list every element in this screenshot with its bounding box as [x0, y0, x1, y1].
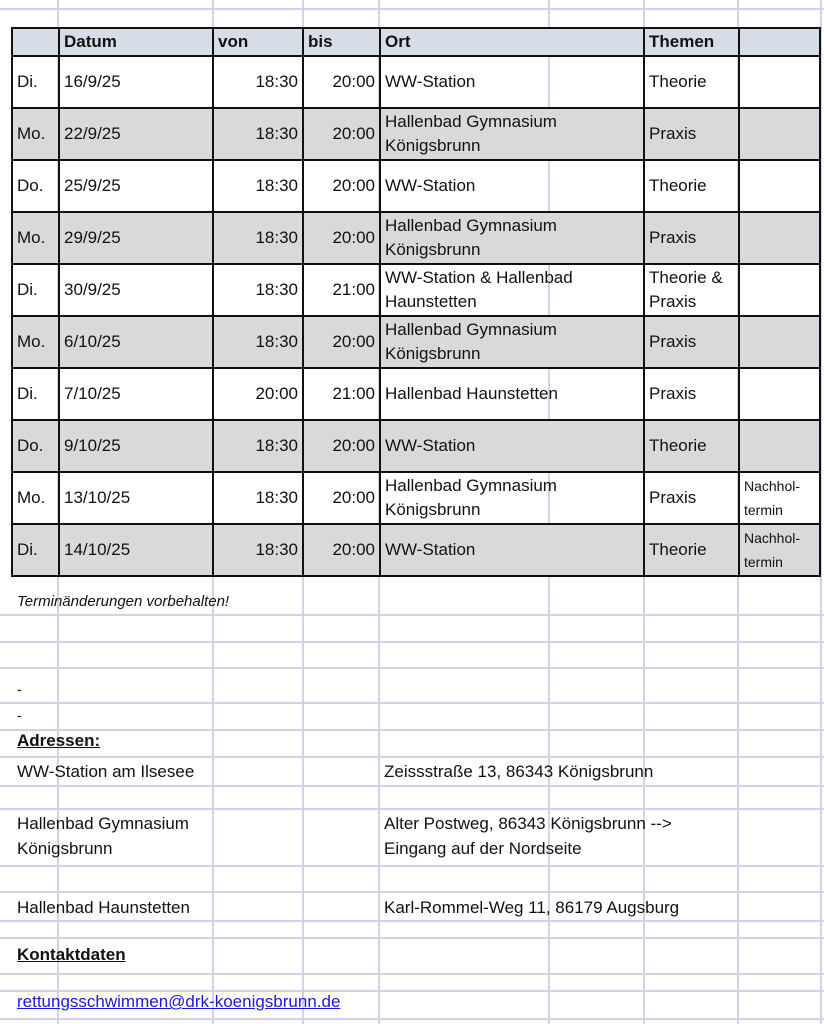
contact-heading: Kontaktdaten	[17, 945, 126, 964]
cell-day: Mo.	[12, 212, 59, 264]
cell-note	[739, 420, 820, 472]
cell-from: 18:30	[213, 264, 303, 316]
cell-from: 18:30	[213, 420, 303, 472]
cell-to: 20:00	[303, 108, 380, 160]
cell-note	[739, 212, 820, 264]
dash-marker: -	[17, 707, 22, 723]
schedule-table	[11, 27, 821, 577]
cell-from: 18:30	[213, 108, 303, 160]
address-name: WW-Station am Ilsesee	[17, 762, 195, 781]
address-value: Karl-Rommel-Weg 11, 86179 Augsburg	[384, 898, 680, 917]
header-date: Datum	[59, 28, 213, 56]
table-row	[12, 264, 820, 316]
table-header-row	[12, 28, 820, 56]
cell-day: Di.	[12, 56, 59, 108]
cell-from: 18:30	[213, 56, 303, 108]
cell-place: WW-Station	[380, 524, 644, 576]
cell-date: 7/10/25	[59, 368, 213, 420]
cell-day: Di.	[12, 524, 59, 576]
cell-note	[739, 108, 820, 160]
table-row	[12, 368, 820, 420]
address-value: Zeissstraße 13, 86343 Königsbrunn	[384, 762, 654, 781]
cell-date: 16/9/25	[59, 56, 213, 108]
cell-to: 20:00	[303, 316, 380, 368]
cell-from: 18:30	[213, 160, 303, 212]
table-row	[12, 472, 820, 524]
cell-to: 20:00	[303, 212, 380, 264]
header-from: von	[213, 28, 303, 56]
cell-date: 29/9/25	[59, 212, 213, 264]
cell-day: Di.	[12, 264, 59, 316]
header-place: Ort	[380, 28, 644, 56]
cell-from: 18:30	[213, 212, 303, 264]
cell-date: 14/10/25	[59, 524, 213, 576]
cell-topic: Theorie & Praxis	[644, 264, 739, 316]
cell-to: 21:00	[303, 264, 380, 316]
cell-place: WW-Station	[380, 56, 644, 108]
cell-topic: Theorie	[644, 56, 739, 108]
cell-note: Nachhol-termin	[739, 524, 820, 576]
cell-place: Hallenbad Gymnasium Königsbrunn	[380, 316, 644, 368]
header-day	[12, 28, 59, 56]
cell-note	[739, 264, 820, 316]
cell-date: 30/9/25	[59, 264, 213, 316]
cell-day: Do.	[12, 160, 59, 212]
cell-place: WW-Station & Hallenbad Haunstetten	[380, 264, 644, 316]
cell-day: Mo.	[12, 316, 59, 368]
cell-date: 9/10/25	[59, 420, 213, 472]
cell-date: 25/9/25	[59, 160, 213, 212]
cell-to: 20:00	[303, 160, 380, 212]
cell-to: 21:00	[303, 368, 380, 420]
cell-day: Mo.	[12, 472, 59, 524]
cell-to: 20:00	[303, 56, 380, 108]
cell-date: 22/9/25	[59, 108, 213, 160]
contact-email-link[interactable]: rettungsschwimmen@drk-koenigsbrunn.de	[17, 992, 341, 1011]
cell-from: 18:30	[213, 316, 303, 368]
cell-topic: Praxis	[644, 316, 739, 368]
addresses-heading: Adressen:	[17, 731, 101, 750]
cell-day: Mo.	[12, 108, 59, 160]
address-value: Alter Postweg, 86343 Königsbrunn --> Eingang auf der Nordseite	[384, 814, 672, 858]
cell-topic: Praxis	[644, 368, 739, 420]
cell-note	[739, 56, 820, 108]
table-row	[12, 108, 820, 160]
cell-topic: Theorie	[644, 160, 739, 212]
cell-to: 20:00	[303, 524, 380, 576]
cell-to: 20:00	[303, 472, 380, 524]
cell-from: 18:30	[213, 524, 303, 576]
cell-date: 13/10/25	[59, 472, 213, 524]
table-row	[12, 56, 820, 108]
cell-to: 20:00	[303, 420, 380, 472]
header-note	[739, 28, 820, 56]
cell-from: 18:30	[213, 472, 303, 524]
cell-place: Hallenbad Gymnasium Königsbrunn	[380, 212, 644, 264]
cell-topic: Theorie	[644, 420, 739, 472]
address-name: Hallenbad Haunstetten	[17, 898, 190, 917]
cell-topic: Praxis	[644, 472, 739, 524]
cell-topic: Theorie	[644, 524, 739, 576]
cell-place: Hallenbad Gymnasium Königsbrunn	[380, 472, 644, 524]
cell-place: WW-Station	[380, 420, 644, 472]
disclaimer-text: Terminänderungen vorbehalten!	[17, 593, 230, 610]
header-to: bis	[303, 28, 380, 56]
dash-marker: -	[17, 681, 22, 697]
table-row	[12, 160, 820, 212]
table-row	[12, 212, 820, 264]
cell-note	[739, 368, 820, 420]
header-topic: Themen	[644, 28, 739, 56]
cell-day: Di.	[12, 368, 59, 420]
cell-date: 6/10/25	[59, 316, 213, 368]
table-row	[12, 420, 820, 472]
cell-place: Hallenbad Gymnasium Königsbrunn	[380, 108, 644, 160]
address-name: Hallenbad Gymnasium Königsbrunn	[17, 814, 189, 858]
cell-note	[739, 160, 820, 212]
cell-topic: Praxis	[644, 212, 739, 264]
table-row	[12, 316, 820, 368]
cell-topic: Praxis	[644, 108, 739, 160]
cell-note: Nachhol-termin	[739, 472, 820, 524]
cell-day: Do.	[12, 420, 59, 472]
table-row	[12, 524, 820, 576]
cell-from: 20:00	[213, 368, 303, 420]
cell-note	[739, 316, 820, 368]
cell-place: WW-Station	[380, 160, 644, 212]
cell-place: Hallenbad Haunstetten	[380, 368, 644, 420]
